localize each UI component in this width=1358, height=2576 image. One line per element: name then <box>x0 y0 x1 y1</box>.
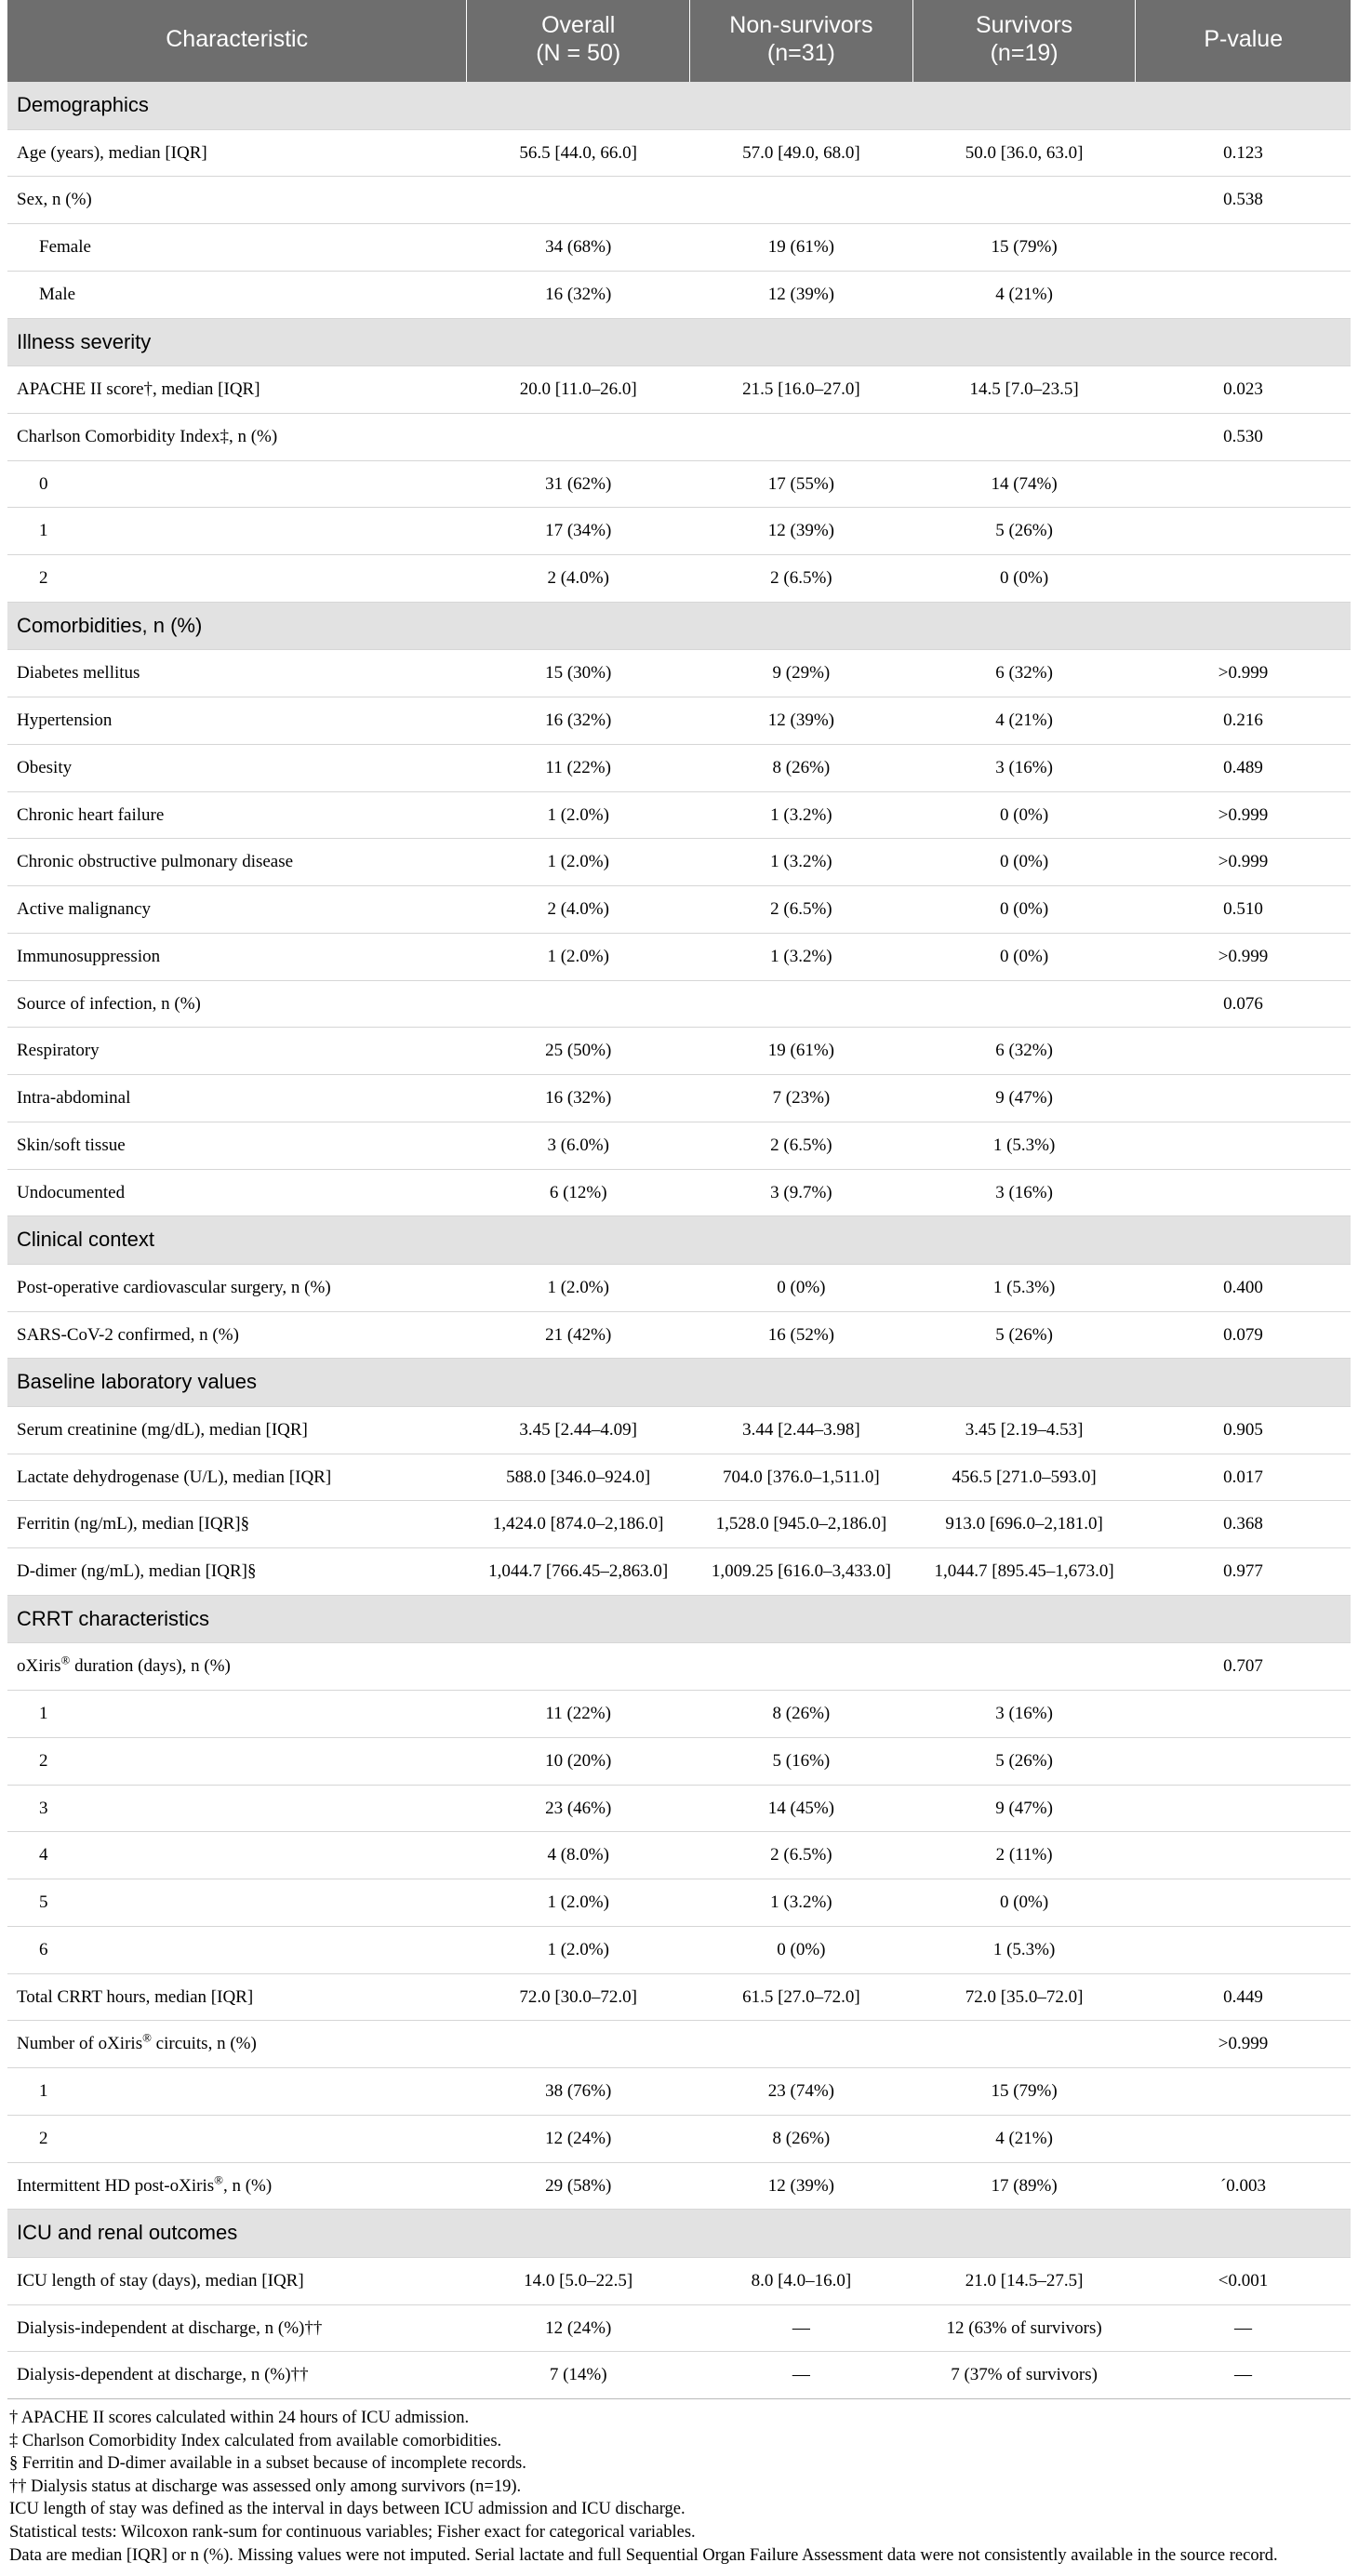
cell-pvalue: — <box>1136 2304 1351 2352</box>
row-label: Charlson Comorbidity Index‡, n (%) <box>7 413 467 460</box>
cell-overall: 56.5 [44.0, 66.0] <box>467 129 690 177</box>
cell-nonsurvivors: 14 (45%) <box>690 1785 913 1832</box>
cell-survivors: 5 (26%) <box>912 1737 1136 1785</box>
cell-survivors: 72.0 [35.0–72.0] <box>912 1973 1136 2021</box>
cell-survivors: 0 (0%) <box>912 886 1136 934</box>
cell-survivors: 0 (0%) <box>912 791 1136 839</box>
section-header-row <box>7 1216 1351 1265</box>
cell-overall: 15 (30%) <box>467 650 690 697</box>
cell-nonsurvivors: 0 (0%) <box>690 1926 913 1973</box>
cell-pvalue <box>1136 1926 1351 1973</box>
footnote-6: Data are median [IQR] or n (%). Missing values were not imputed. Serial lactate and full Sequential Organ Failure Assessment data were not consistently available in the source record. <box>9 2545 1278 2565</box>
cell-overall: 2 (4.0%) <box>467 886 690 934</box>
cell-survivors: 0 (0%) <box>912 1879 1136 1927</box>
cell-nonsurvivors: 1 (3.2%) <box>690 791 913 839</box>
cell-survivors: 17 (89%) <box>912 2162 1136 2210</box>
row-label: SARS-CoV-2 confirmed, n (%) <box>7 1311 467 1359</box>
footnote-3: †† Dialysis status at discharge was assessed only among survivors (n=19). <box>9 2476 522 2496</box>
cell-nonsurvivors: 1 (3.2%) <box>690 933 913 980</box>
row-label: Male <box>7 271 467 318</box>
row-label: Intra-abdominal <box>7 1075 467 1122</box>
row-label: Active malignancy <box>7 886 467 934</box>
row-label: 6 <box>7 1926 467 1973</box>
row-label: Source of infection, n (%) <box>7 980 467 1028</box>
cell-survivors: 6 (32%) <box>912 1028 1136 1075</box>
section-header-row <box>7 1359 1351 1407</box>
cell-nonsurvivors: 1 (3.2%) <box>690 1879 913 1927</box>
cell-overall: 588.0 [346.0–924.0] <box>467 1454 690 1501</box>
cell-pvalue <box>1136 1075 1351 1122</box>
cell-survivors: 3 (16%) <box>912 1169 1136 1216</box>
table-row <box>7 1028 1351 1075</box>
cell-overall: 23 (46%) <box>467 1785 690 1832</box>
row-label: Chronic heart failure <box>7 791 467 839</box>
cell-nonsurvivors: 3.44 [2.44–3.98] <box>690 1406 913 1454</box>
row-label: APACHE II score†, median [IQR] <box>7 366 467 414</box>
section-label: Demographics <box>7 82 1351 129</box>
cell-nonsurvivors: 0 (0%) <box>690 1264 913 1311</box>
cell-nonsurvivors: 12 (39%) <box>690 697 913 745</box>
table-row <box>7 1832 1351 1879</box>
cell-nonsurvivors: 8 (26%) <box>690 744 913 791</box>
table-row <box>7 2257 1351 2304</box>
cell-pvalue: 0.216 <box>1136 697 1351 745</box>
table-row <box>7 1454 1351 1501</box>
row-label: Number of oXiris® circuits, n (%) <box>7 2021 467 2068</box>
cell-overall: 1,044.7 [766.45–2,863.0] <box>467 1548 690 1596</box>
table-row <box>7 697 1351 745</box>
cell-pvalue: — <box>1136 2352 1351 2399</box>
cell-nonsurvivors: 5 (16%) <box>690 1737 913 1785</box>
cell-survivors: 14.5 [7.0–23.5] <box>912 366 1136 414</box>
section-header-row <box>7 602 1351 650</box>
section-label: Illness severity <box>7 318 1351 366</box>
cell-pvalue <box>1136 224 1351 272</box>
row-label: 4 <box>7 1832 467 1879</box>
row-label: Post-operative cardiovascular surgery, n (%) <box>7 1264 467 1311</box>
cell-pvalue <box>1136 1737 1351 1785</box>
cell-nonsurvivors: 21.5 [16.0–27.0] <box>690 366 913 414</box>
cell-survivors: 2 (11%) <box>912 1832 1136 1879</box>
cell-pvalue <box>1136 1832 1351 1879</box>
cell-nonsurvivors <box>690 177 913 224</box>
table-row <box>7 933 1351 980</box>
cell-pvalue: 0.510 <box>1136 886 1351 934</box>
cell-survivors: 15 (79%) <box>912 2068 1136 2116</box>
cell-overall: 31 (62%) <box>467 460 690 508</box>
cell-nonsurvivors: 2 (6.5%) <box>690 886 913 934</box>
cell-survivors: 12 (63% of survivors) <box>912 2304 1136 2352</box>
row-label: Hypertension <box>7 697 467 745</box>
section-header-row <box>7 2210 1351 2258</box>
cell-survivors: 3.45 [2.19–4.53] <box>912 1406 1136 1454</box>
row-label: Skin/soft tissue <box>7 1122 467 1169</box>
cell-pvalue <box>1136 2115 1351 2162</box>
column-header-line1: Overall <box>541 12 616 38</box>
table-row <box>7 2115 1351 2162</box>
cell-overall: 1 (2.0%) <box>467 933 690 980</box>
cell-nonsurvivors: 19 (61%) <box>690 224 913 272</box>
cell-overall: 1 (2.0%) <box>467 839 690 886</box>
cell-survivors: 7 (37% of survivors) <box>912 2352 1136 2399</box>
cell-pvalue: 0.023 <box>1136 366 1351 414</box>
cell-nonsurvivors: — <box>690 2304 913 2352</box>
table-row <box>7 1785 1351 1832</box>
cell-survivors: 50.0 [36.0, 63.0] <box>912 129 1136 177</box>
table-row <box>7 2352 1351 2399</box>
row-label: Sex, n (%) <box>7 177 467 224</box>
cell-nonsurvivors: — <box>690 2352 913 2399</box>
cell-survivors: 0 (0%) <box>912 839 1136 886</box>
cell-overall: 12 (24%) <box>467 2304 690 2352</box>
cell-survivors <box>912 980 1136 1028</box>
cell-pvalue: 0.530 <box>1136 413 1351 460</box>
cell-survivors: 5 (26%) <box>912 1311 1136 1359</box>
row-label: 5 <box>7 1879 467 1927</box>
cell-overall: 4 (8.0%) <box>467 1832 690 1879</box>
column-header-4 <box>1136 0 1351 82</box>
column-header-line2: (N = 50) <box>536 39 621 66</box>
cell-overall: 34 (68%) <box>467 224 690 272</box>
cell-pvalue <box>1136 1122 1351 1169</box>
cell-overall: 25 (50%) <box>467 1028 690 1075</box>
footnote-2: § Ferritin and D-dimer available in a subset because of incomplete records. <box>9 2454 526 2474</box>
cell-overall: 16 (32%) <box>467 1075 690 1122</box>
cell-overall: 38 (76%) <box>467 2068 690 2116</box>
cell-overall: 1 (2.0%) <box>467 791 690 839</box>
cell-pvalue <box>1136 460 1351 508</box>
cell-pvalue: 0.977 <box>1136 1548 1351 1596</box>
cell-survivors: 3 (16%) <box>912 744 1136 791</box>
cell-overall: 72.0 [30.0–72.0] <box>467 1973 690 2021</box>
table-row <box>7 129 1351 177</box>
table-row <box>7 1311 1351 1359</box>
column-header-line1: Non-survivors <box>729 12 873 38</box>
cell-pvalue: >0.999 <box>1136 650 1351 697</box>
cell-survivors: 6 (32%) <box>912 650 1136 697</box>
table-row <box>7 2162 1351 2210</box>
row-label: Total CRRT hours, median [IQR] <box>7 1973 467 2021</box>
row-label: Obesity <box>7 744 467 791</box>
cell-overall: 21 (42%) <box>467 1311 690 1359</box>
table-row <box>7 2304 1351 2352</box>
cell-survivors: 4 (21%) <box>912 271 1136 318</box>
table-row <box>7 791 1351 839</box>
cell-pvalue: <0.001 <box>1136 2257 1351 2304</box>
cell-survivors <box>912 1643 1136 1691</box>
cell-pvalue: >0.999 <box>1136 839 1351 886</box>
table-header <box>7 0 1351 82</box>
row-label: Female <box>7 224 467 272</box>
table-row <box>7 413 1351 460</box>
row-label: Intermittent HD post-oXiris®, n (%) <box>7 2162 467 2210</box>
cell-pvalue <box>1136 271 1351 318</box>
cell-pvalue: >0.999 <box>1136 2021 1351 2068</box>
cell-pvalue: 0.368 <box>1136 1501 1351 1548</box>
cell-nonsurvivors: 19 (61%) <box>690 1028 913 1075</box>
row-label: D-dimer (ng/mL), median [IQR]§ <box>7 1548 467 1596</box>
cell-survivors: 913.0 [696.0–2,181.0] <box>912 1501 1136 1548</box>
cell-pvalue: 0.079 <box>1136 1311 1351 1359</box>
cell-pvalue: 0.905 <box>1136 1406 1351 1454</box>
table-row <box>7 224 1351 272</box>
cell-overall: 14.0 [5.0–22.5] <box>467 2257 690 2304</box>
cell-overall: 17 (34%) <box>467 508 690 555</box>
cell-survivors: 5 (26%) <box>912 508 1136 555</box>
cell-survivors: 14 (74%) <box>912 460 1136 508</box>
cell-overall: 11 (22%) <box>467 744 690 791</box>
table-row <box>7 1737 1351 1785</box>
table-row <box>7 555 1351 603</box>
table-row <box>7 1501 1351 1548</box>
table-row <box>7 1691 1351 1738</box>
table-row <box>7 1879 1351 1927</box>
cell-overall: 10 (20%) <box>467 1737 690 1785</box>
table-row <box>7 2068 1351 2116</box>
row-label: Respiratory <box>7 1028 467 1075</box>
row-label: 2 <box>7 1737 467 1785</box>
section-label: Baseline laboratory values <box>7 1359 1351 1407</box>
cell-pvalue: ´0.003 <box>1136 2162 1351 2210</box>
cell-pvalue <box>1136 1169 1351 1216</box>
cell-nonsurvivors: 16 (52%) <box>690 1311 913 1359</box>
cell-pvalue: 0.538 <box>1136 177 1351 224</box>
cell-nonsurvivors: 8.0 [4.0–16.0] <box>690 2257 913 2304</box>
cell-nonsurvivors: 1,009.25 [616.0–3,433.0] <box>690 1548 913 1596</box>
table-row <box>7 1075 1351 1122</box>
footnote-1: ‡ Charlson Comorbidity Index calculated from available comorbidities. <box>9 2431 502 2450</box>
cell-nonsurvivors: 8 (26%) <box>690 2115 913 2162</box>
cell-nonsurvivors: 3 (9.7%) <box>690 1169 913 1216</box>
footnote-5: Statistical tests: Wilcoxon rank-sum for continuous variables; Fisher exact for categorical variables. <box>9 2522 696 2542</box>
characteristics-table <box>7 0 1351 2399</box>
cell-pvalue: >0.999 <box>1136 933 1351 980</box>
cell-overall: 20.0 [11.0–26.0] <box>467 366 690 414</box>
cell-nonsurvivors: 8 (26%) <box>690 1691 913 1738</box>
cell-pvalue <box>1136 2068 1351 2116</box>
cell-overall: 7 (14%) <box>467 2352 690 2399</box>
cell-nonsurvivors: 17 (55%) <box>690 460 913 508</box>
row-label: 1 <box>7 1691 467 1738</box>
cell-nonsurvivors: 61.5 [27.0–72.0] <box>690 1973 913 2021</box>
cell-pvalue: 0.707 <box>1136 1643 1351 1691</box>
cell-nonsurvivors: 12 (39%) <box>690 508 913 555</box>
row-label: ICU length of stay (days), median [IQR] <box>7 2257 467 2304</box>
cell-pvalue: 0.017 <box>1136 1454 1351 1501</box>
row-label: 0 <box>7 460 467 508</box>
cell-overall: 6 (12%) <box>467 1169 690 1216</box>
cell-overall: 1,424.0 [874.0–2,186.0] <box>467 1501 690 1548</box>
cell-survivors: 1 (5.3%) <box>912 1926 1136 1973</box>
cell-pvalue: 0.123 <box>1136 129 1351 177</box>
cell-survivors: 21.0 [14.5–27.5] <box>912 2257 1136 2304</box>
cell-pvalue: 0.400 <box>1136 1264 1351 1311</box>
table-row <box>7 366 1351 414</box>
cell-survivors: 1 (5.3%) <box>912 1122 1136 1169</box>
table-body <box>7 82 1351 2399</box>
cell-nonsurvivors: 704.0 [376.0–1,511.0] <box>690 1454 913 1501</box>
column-header-line1: P-value <box>1204 25 1284 52</box>
cell-survivors: 4 (21%) <box>912 2115 1136 2162</box>
section-label: ICU and renal outcomes <box>7 2210 1351 2258</box>
table-row <box>7 271 1351 318</box>
cell-survivors <box>912 2021 1136 2068</box>
cell-nonsurvivors: 23 (74%) <box>690 2068 913 2116</box>
cell-nonsurvivors <box>690 2021 913 2068</box>
row-label: Immunosuppression <box>7 933 467 980</box>
row-label: 2 <box>7 555 467 603</box>
row-label: Serum creatinine (mg/dL), median [IQR] <box>7 1406 467 1454</box>
cell-survivors: 1 (5.3%) <box>912 1264 1136 1311</box>
cell-overall <box>467 413 690 460</box>
cell-survivors: 456.5 [271.0–593.0] <box>912 1454 1136 1501</box>
table-row <box>7 1973 1351 2021</box>
cell-nonsurvivors: 12 (39%) <box>690 2162 913 2210</box>
cell-survivors: 9 (47%) <box>912 1785 1136 1832</box>
row-label: 2 <box>7 2115 467 2162</box>
column-header-1 <box>467 0 690 82</box>
cell-nonsurvivors <box>690 1643 913 1691</box>
cell-overall <box>467 980 690 1028</box>
table-row <box>7 1548 1351 1596</box>
cell-nonsurvivors: 12 (39%) <box>690 271 913 318</box>
cell-nonsurvivors: 2 (6.5%) <box>690 555 913 603</box>
cell-pvalue <box>1136 508 1351 555</box>
column-header-line1: Survivors <box>976 12 1073 38</box>
cell-overall: 11 (22%) <box>467 1691 690 1738</box>
cell-overall: 1 (2.0%) <box>467 1926 690 1973</box>
column-header-line2: (n=31) <box>766 39 835 66</box>
cell-nonsurvivors <box>690 980 913 1028</box>
row-label: Dialysis-independent at discharge, n (%)†† <box>7 2304 467 2352</box>
cell-overall: 16 (32%) <box>467 697 690 745</box>
section-header-row <box>7 1595 1351 1643</box>
section-label: Comorbidities, n (%) <box>7 602 1351 650</box>
cell-overall: 16 (32%) <box>467 271 690 318</box>
cell-overall <box>467 2021 690 2068</box>
column-header-2 <box>690 0 913 82</box>
cell-pvalue <box>1136 1691 1351 1738</box>
cell-survivors <box>912 177 1136 224</box>
table-row <box>7 1643 1351 1691</box>
cell-pvalue <box>1136 1879 1351 1927</box>
footnote-4: ICU length of stay was defined as the interval in days between ICU admission and ICU discharge. <box>9 2500 686 2519</box>
table-row <box>7 1406 1351 1454</box>
table-footnotes <box>0 2399 1358 2576</box>
column-header-0 <box>7 0 467 82</box>
column-header-line2: (n=19) <box>990 39 1058 66</box>
cell-overall: 3.45 [2.44–4.09] <box>467 1406 690 1454</box>
column-header-3 <box>912 0 1136 82</box>
cell-overall <box>467 177 690 224</box>
row-label: Ferritin (ng/mL), median [IQR]§ <box>7 1501 467 1548</box>
cell-pvalue <box>1136 1028 1351 1075</box>
cell-survivors: 4 (21%) <box>912 697 1136 745</box>
cell-overall: 3 (6.0%) <box>467 1122 690 1169</box>
cell-pvalue: >0.999 <box>1136 791 1351 839</box>
row-label: 3 <box>7 1785 467 1832</box>
row-label: Lactate dehydrogenase (U/L), median [IQR] <box>7 1454 467 1501</box>
section-label: Clinical context <box>7 1216 1351 1265</box>
cell-nonsurvivors: 9 (29%) <box>690 650 913 697</box>
cell-pvalue: 0.449 <box>1136 1973 1351 2021</box>
row-label: Chronic obstructive pulmonary disease <box>7 839 467 886</box>
table-row <box>7 2021 1351 2068</box>
cell-pvalue <box>1136 555 1351 603</box>
cell-survivors: 1,044.7 [895.45–1,673.0] <box>912 1548 1136 1596</box>
cell-pvalue: 0.489 <box>1136 744 1351 791</box>
table-row <box>7 177 1351 224</box>
cell-survivors: 9 (47%) <box>912 1075 1136 1122</box>
column-header-line1: Characteristic <box>166 25 309 52</box>
row-label: Age (years), median [IQR] <box>7 129 467 177</box>
row-label: Dialysis-dependent at discharge, n (%)†† <box>7 2352 467 2399</box>
table-row <box>7 1926 1351 1973</box>
cell-nonsurvivors: 2 (6.5%) <box>690 1122 913 1169</box>
table-row <box>7 1122 1351 1169</box>
cell-pvalue: 0.076 <box>1136 980 1351 1028</box>
row-label: 1 <box>7 508 467 555</box>
section-label: CRRT characteristics <box>7 1595 1351 1643</box>
row-label: Diabetes mellitus <box>7 650 467 697</box>
section-header-row <box>7 82 1351 129</box>
section-header-row <box>7 318 1351 366</box>
cell-nonsurvivors: 7 (23%) <box>690 1075 913 1122</box>
row-label: 1 <box>7 2068 467 2116</box>
table-row <box>7 508 1351 555</box>
cell-nonsurvivors: 2 (6.5%) <box>690 1832 913 1879</box>
table-row <box>7 744 1351 791</box>
cell-overall: 29 (58%) <box>467 2162 690 2210</box>
cell-overall: 12 (24%) <box>467 2115 690 2162</box>
table-row <box>7 1169 1351 1216</box>
cell-survivors: 3 (16%) <box>912 1691 1136 1738</box>
row-label: oXiris® duration (days), n (%) <box>7 1643 467 1691</box>
table-row <box>7 886 1351 934</box>
cell-survivors: 0 (0%) <box>912 933 1136 980</box>
cell-overall: 1 (2.0%) <box>467 1879 690 1927</box>
table-row <box>7 1264 1351 1311</box>
footnote-0: † APACHE II scores calculated within 24 hours of ICU admission. <box>9 2409 470 2427</box>
cell-nonsurvivors <box>690 413 913 460</box>
cell-survivors: 0 (0%) <box>912 555 1136 603</box>
cell-nonsurvivors: 1,528.0 [945.0–2,186.0] <box>690 1501 913 1548</box>
cell-nonsurvivors: 1 (3.2%) <box>690 839 913 886</box>
cell-survivors <box>912 413 1136 460</box>
cell-pvalue <box>1136 1785 1351 1832</box>
cell-survivors: 15 (79%) <box>912 224 1136 272</box>
table-row <box>7 980 1351 1028</box>
cell-nonsurvivors: 57.0 [49.0, 68.0] <box>690 129 913 177</box>
header-row <box>7 0 1351 82</box>
table-row <box>7 460 1351 508</box>
table-row <box>7 839 1351 886</box>
row-label: Undocumented <box>7 1169 467 1216</box>
cell-overall <box>467 1643 690 1691</box>
cell-overall: 2 (4.0%) <box>467 555 690 603</box>
table-row <box>7 650 1351 697</box>
cell-overall: 1 (2.0%) <box>467 1264 690 1311</box>
